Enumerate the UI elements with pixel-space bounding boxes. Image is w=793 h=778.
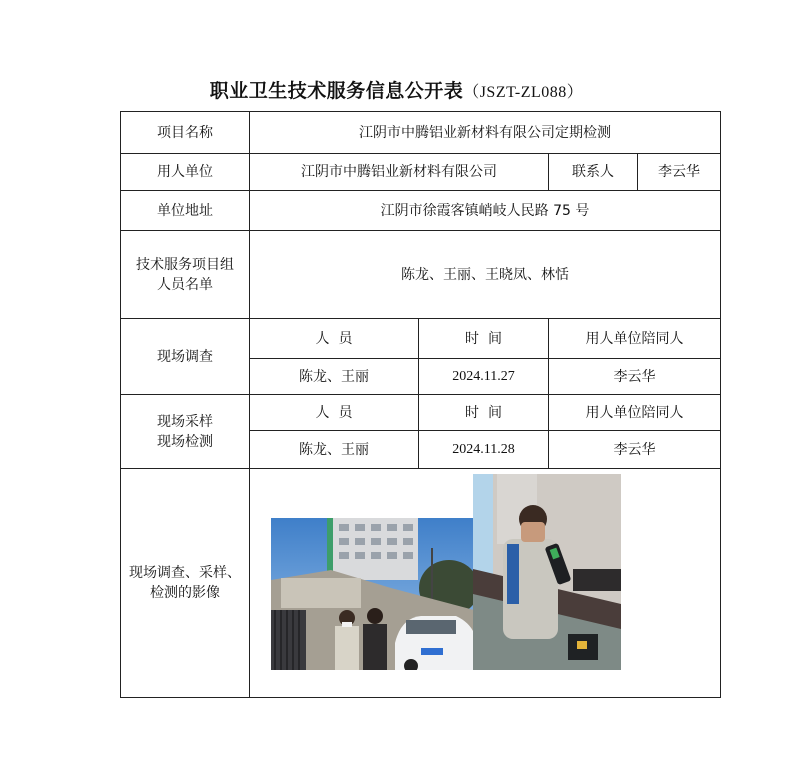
survey-escort: 李云华: [549, 359, 721, 395]
page-title: [0, 76, 793, 103]
address-value: 江阴市徐霞客镇峭岐人民路 75 号: [250, 191, 721, 231]
testing-photo: [473, 474, 621, 670]
images-label-line2: 检测的影像: [150, 585, 220, 601]
sampling-header-escort: 用人单位陪同人: [549, 395, 721, 431]
sampling-label-line2: 现场检测: [157, 433, 213, 450]
info-table: [120, 111, 721, 698]
row-team: [121, 231, 721, 319]
sampling-label: [121, 395, 250, 469]
project-name-value: 江阴市中腾铝业新材料有限公司定期检测: [250, 112, 721, 154]
title-main: 职业卫生技术服务信息公开表: [209, 80, 464, 102]
row-employer: [121, 154, 721, 191]
address-label: 单位地址: [121, 191, 250, 231]
team-label-line1: 技术服务项目组: [136, 256, 234, 273]
contact-label: 联系人: [549, 154, 638, 191]
sampling-header-time: 时 间: [419, 395, 549, 431]
sampling-escort: 李云华: [549, 431, 721, 469]
images-label-line1: 现场调查、采样、: [129, 565, 241, 581]
survey-header-person: 人 员: [250, 319, 419, 359]
survey-person: 陈龙、王丽: [250, 359, 419, 395]
survey-photo-image: [271, 518, 474, 670]
photos-area: [250, 469, 720, 697]
survey-label: 现场调查: [121, 319, 250, 395]
team-label-line2: 人员名单: [157, 276, 213, 293]
row-project-name: [121, 112, 721, 154]
survey-header-escort: 用人单位陪同人: [549, 319, 721, 359]
survey-time: 2024.11.27: [419, 359, 549, 395]
team-label: [121, 231, 250, 319]
employer-value: 江阴市中腾铝业新材料有限公司: [250, 154, 549, 191]
sampling-header-person: 人 员: [250, 395, 419, 431]
images-label: [121, 469, 250, 698]
title-code: （JSZT-ZL088）: [463, 84, 584, 101]
contact-value: 李云华: [638, 154, 721, 191]
row-survey-header: [121, 319, 721, 359]
sampling-person: 陈龙、王丽: [250, 431, 419, 469]
row-images: [121, 469, 721, 698]
project-name-label: 项目名称: [121, 112, 250, 154]
survey-photo: [271, 518, 474, 670]
testing-photo-image: [473, 474, 621, 670]
team-value: 陈龙、王丽、王晓凤、林恬: [250, 231, 721, 319]
sampling-label-line1: 现场采样: [157, 413, 213, 430]
row-sampling-header: [121, 395, 721, 431]
images-cell: [250, 469, 721, 698]
sampling-time: 2024.11.28: [419, 431, 549, 469]
employer-label: 用人单位: [121, 154, 250, 191]
row-address: [121, 191, 721, 231]
survey-header-time: 时 间: [419, 319, 549, 359]
